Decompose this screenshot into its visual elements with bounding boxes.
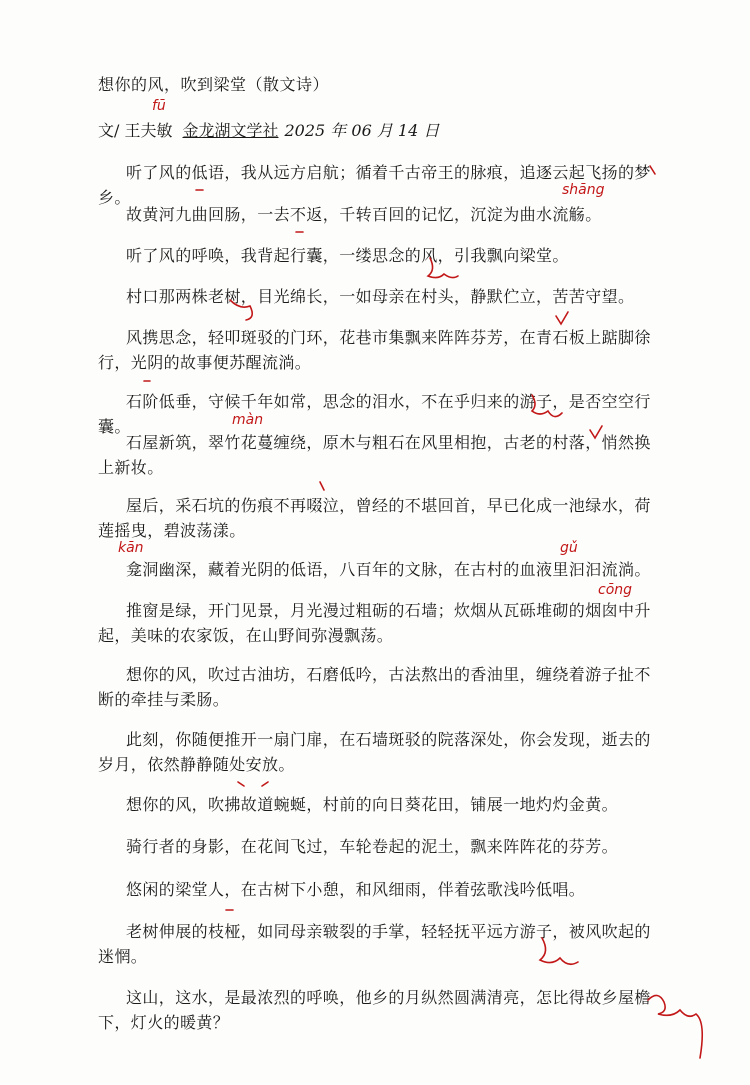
paragraph: 村口那两株老树，目光绵长，一如母亲在村头，静默伫立，苦苦守望。 (126, 287, 635, 306)
pinyin-annotation-man: màn (232, 412, 264, 428)
paragraph: 听了风的呼唤，我背起行囊，一缕思念的风，引我飘向梁堂。 (126, 246, 569, 265)
paragraph: 屋后，采石坑的伤痕不再啜泣，曾经的不堪回首，早已化成一池绿水，荷莲摇曳，碧波荡漾。 (98, 496, 651, 540)
pinyin-annotation-fu: fū (152, 98, 166, 114)
paragraph: 听了风的低语，我从远方启航；循着千古帝王的脉痕，追逐云起飞扬的梦乡。 (98, 163, 651, 207)
paragraph: 老树伸展的枝桠，如同母亲皲裂的手掌，轻轻抚平远方游子，被风吹起的迷惘。 (98, 922, 651, 966)
publish-date: 2025 年 06 月 14 日 (284, 121, 440, 140)
pinyin-annotation-shang: shāng (562, 182, 605, 198)
paragraph: 风携思念，轻叩斑驳的门环，花巷市集飘来阵阵芬芳，在青石板上踮脚徐行，光阴的故事便苏醒流淌。 (98, 328, 651, 372)
tone-mark (320, 482, 324, 490)
author: 文/ 王夫敏 (98, 121, 173, 140)
page-title: 想你的风，吹到梁堂（散文诗） (98, 75, 330, 94)
byline (98, 118, 439, 141)
check-mark (556, 312, 568, 324)
paragraph: 石阶低垂，守候千年如常，思念的泪水，不在乎归来的游子，是否空空行囊。 (98, 392, 651, 436)
paragraph: 石屋新筑，翠竹花蔓缠绕，原木与粗石在风里相抱，古老的村落，悄然换上新妆。 (98, 433, 651, 477)
pinyin-annotation-gu: gǔ (560, 540, 578, 556)
tone-mark (238, 782, 244, 786)
paragraph: 想你的风，吹过古油坊，石磨低吟，古法熬出的香油里，缠绕着游子扯不断的牵挂与柔肠。 (98, 665, 651, 709)
pinyin-annotation-cong: cōng (598, 582, 633, 598)
publication-name: 金龙湖文学社 (182, 121, 279, 140)
paragraph: 推窗是绿，开门见景，月光漫过粗砺的石墙；炊烟从瓦砾堆砌的烟囱中升起，美味的农家饭，在山野间弥漫飘荡。 (98, 601, 651, 645)
paragraph: 想你的风，吹拂故道蜿蜒，村前的向日葵花田，铺展一地灼灼金黄。 (126, 795, 619, 814)
paragraph: 悠闲的梁堂人，在古树下小憩，和风细雨，伴着弦歌浅吟低唱。 (126, 880, 586, 899)
tone-mark (262, 782, 268, 786)
paragraph: 骑行者的身影，在花间飞过，车轮卷起的泥土，飘来阵阵花的芬芳。 (126, 837, 619, 856)
paragraph: 此刻，你随便推开一扇门扉，在石墙斑驳的院落深处，你会发现，逝去的岁月，依然静静随处安放。 (98, 730, 651, 774)
paragraph: 这山，这水，是最浓烈的呼唤，他乡的月纵然圆满清亮，怎比得故乡屋檐下，灯火的暖黄？ (98, 988, 651, 1032)
paragraph: 故黄河九曲回肠，一去不返，千转百回的记忆，沉淀为曲水流觞。 (126, 205, 602, 224)
paragraph: 龛洞幽深，藏着光阴的低语，八百年的文脉，在古村的血液里汩汩流淌。 (126, 560, 651, 579)
pinyin-annotation-kan: kān (118, 540, 144, 556)
